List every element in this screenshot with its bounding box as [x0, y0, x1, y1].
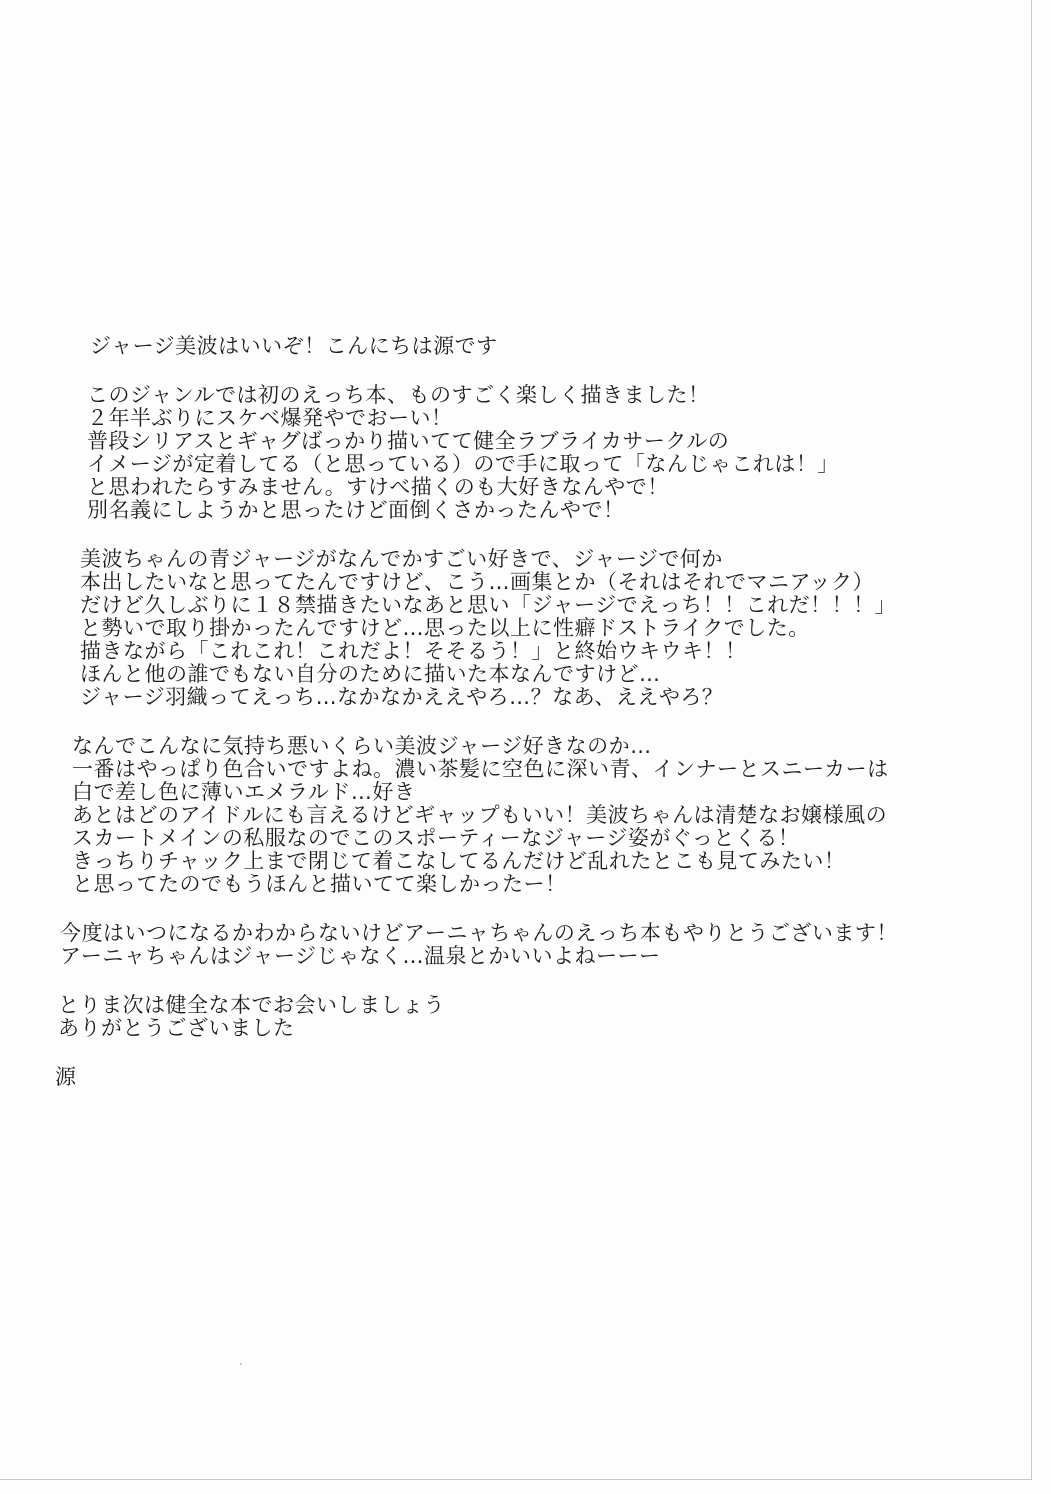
page-edge-right: [1031, 0, 1032, 1480]
text-line: 白で差し色に薄いエメラルド…好き: [72, 780, 416, 804]
text-line: ２年半ぶりにスケベ爆発やでおーい！: [87, 406, 453, 430]
text-line: と思われたらすみません。すけべ描くのも大好きなんやで！: [87, 475, 669, 499]
text-line: ジャージ美波はいいぞ！こんにちは源です: [90, 334, 498, 358]
text-line: だけど久しぶりに１８禁描きたいなあと思い「ジャージでえっち！！これだ！！！」: [80, 593, 897, 617]
paragraph: [55, 735, 955, 896]
text-line: 今度はいつになるかわからないけどアーニャちゃんのえっち本もやりとうございます！: [60, 921, 898, 945]
paragraph: [55, 384, 955, 522]
page-edge-bottom: [0, 1479, 1032, 1480]
text-line: 一番はやっぱり色合いですよね。濃い茶髪に空色に深い青、インナーとスニーカーは: [72, 757, 889, 781]
text-line: アーニャちゃんはジャージじゃなく…温泉とかいいよねーーー: [60, 944, 661, 968]
text-line: このジャンルでは初のえっち本、ものすごく楽しく描きました！: [87, 383, 710, 407]
afterword-text: [55, 335, 955, 1089]
paragraph: [55, 922, 955, 968]
text-line: きっちりチャック上まで閉じて着こなしてるんだけど乱れたとこも見てみたい！: [72, 849, 846, 873]
text-line: あとはどのアイドルにも言えるけどギャップもいい！美波ちゃんは清楚なお嬢様風の: [72, 803, 888, 827]
paragraph: [55, 335, 955, 358]
text-line: と思ってたのでもうほんと描いてて楽しかったー！: [72, 872, 567, 896]
text-line: スカートメインの私服なのでこのスポーティーなジャージ姿がぐっとくる！: [72, 826, 800, 850]
text-line: 本出したいなと思ってたんですけど、こう…画集とか（それはそれでマニアック）: [80, 570, 875, 594]
paragraph: [55, 548, 955, 709]
text-line: なんでこんなに気持ち悪いくらい美波ジャージ好きなのか…: [72, 734, 652, 758]
text-line: ほんと他の誰でもない自分のために描いた本なんですけど…: [80, 662, 661, 686]
signature: 源: [55, 1065, 76, 1089]
text-line: イメージが定着してる（と思っている）ので手に取って「なんじゃこれは！」: [87, 452, 839, 476]
paragraph: [55, 994, 955, 1040]
text-line: 普段シリアスとギャグばっかり描いてて健全ラブライカサークルの: [87, 429, 730, 453]
text-line: 美波ちゃんの青ジャージがなんでかすごい好きで、ジャージで何か: [80, 547, 723, 571]
text-line: ありがとうございました: [58, 1016, 295, 1040]
text-line: 別名義にしようかと思ったけど面倒くさかったんやで！: [87, 498, 625, 522]
scan-speck: [240, 1363, 242, 1365]
text-line: と勢いで取り掛かったんですけど…思った以上に性癖ドストライクでした。: [80, 616, 810, 640]
text-line: とりま次は健全な本でお会いしましょう: [58, 993, 445, 1017]
text-line: 描きながら「これこれ！これだよ！そそるう！」と終始ウキウキ！！: [80, 639, 747, 663]
text-line: ジャージ羽織ってえっち…なかなかええやろ…？なあ、ええやろ？: [80, 685, 724, 709]
